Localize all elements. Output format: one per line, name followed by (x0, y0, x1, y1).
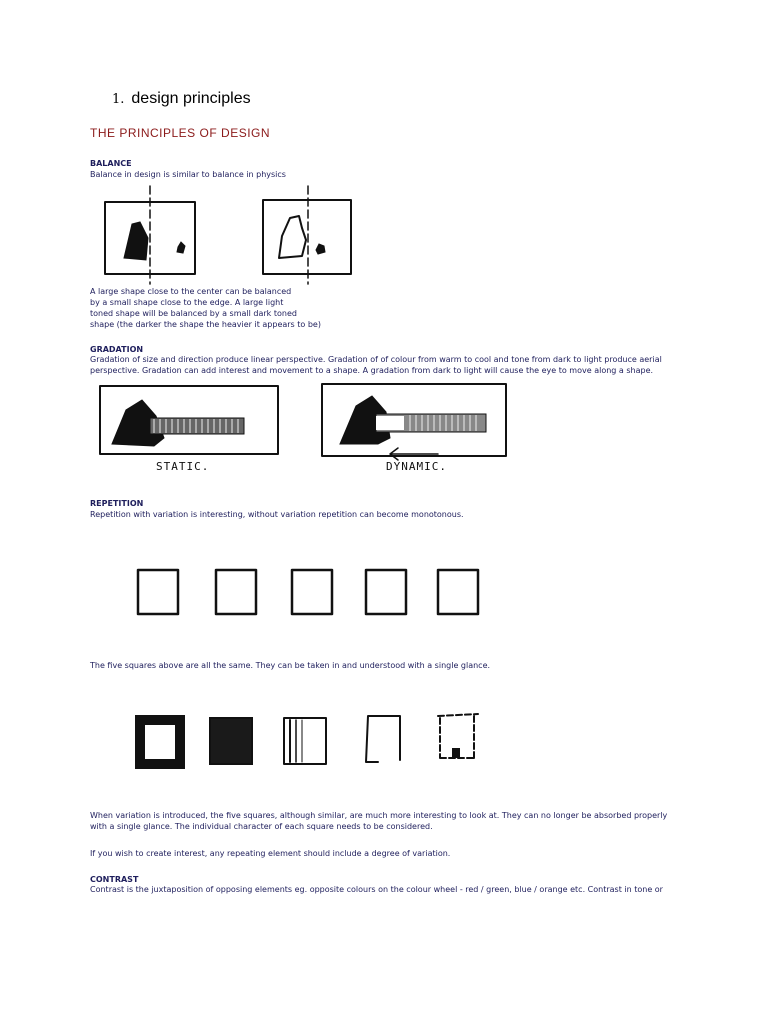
identical-squares-sketch (128, 560, 498, 620)
label-static: STATIC. (156, 460, 210, 473)
small-dark-shape-right (316, 244, 325, 254)
dynamic-arrow (390, 448, 438, 460)
varied-square-broken (438, 714, 478, 758)
repetition-caption-3: If you wish to create interest, any repeating element should include a degree of variation. (90, 849, 451, 858)
page-heading (112, 90, 251, 108)
balance-title: BALANCE (90, 159, 132, 168)
identical-square-1 (138, 570, 178, 614)
repetition-intro: Repetition with variation is interesting, without variation repetition can become monotonous. (90, 510, 464, 519)
gradation-title: GRADATION (90, 345, 144, 354)
balance-sketch (96, 180, 366, 288)
balance-intro: Balance in design is similar to balance in physics (90, 170, 286, 179)
varied-square-solid (210, 718, 252, 764)
contrast-title: CONTRAST (90, 875, 139, 884)
dynamic-light-segment (376, 416, 404, 430)
identical-square-3 (292, 570, 332, 614)
identical-square-2 (216, 570, 256, 614)
label-dynamic: DYNAMIC. (386, 460, 447, 473)
varied-square-lined (284, 718, 326, 764)
balance-caption: A large shape close to the center can be balanced by a small shape close to the edge. A large light toned shape will be balanced by a small dark toned shape (the darker the shape the heavier it appears to be) (90, 287, 321, 329)
identical-square-4 (366, 570, 406, 614)
repetition-caption-2: When variation is introduced, the five squares, although similar, are much more interesting to look at. They can no longer be absorbed properly with a single glance. The individual character of each square needs to be considered. (90, 811, 668, 831)
gradation-text: Gradation of size and direction produce linear perspective. Gradation of of colour from warm to cool and tone from dark to light produce aerial perspective. Gradation can add interest and movement to a shape. A gradation from dark to light will cause the eye to move along a shape. (90, 355, 662, 375)
identical-square-5 (438, 570, 478, 614)
contrast-text: Contrast is the juxtaposition of opposing elements eg. opposite colours on the colour wheel - red / green, blue / orange etc. Contrast in tone or (90, 885, 663, 894)
gradation-sketch (94, 378, 524, 478)
page-title: THE PRINCIPLES OF DESIGN (90, 126, 271, 140)
large-light-shape (279, 216, 306, 258)
balance-frame-right (263, 200, 351, 274)
small-dark-shape (177, 242, 185, 253)
large-dark-shape (124, 222, 148, 260)
repetition-title: REPETITION (90, 499, 144, 508)
varied-squares-sketch (128, 708, 498, 774)
repetition-caption-1: The five squares above are all the same. They can be taken in and understood with a single glance. (90, 661, 491, 670)
varied-square-open (366, 716, 400, 762)
static-gradient-bar (150, 418, 244, 434)
heading-text: design principles (131, 90, 251, 107)
varied-square-thick (140, 720, 180, 764)
heading-number: 1. (112, 92, 125, 107)
